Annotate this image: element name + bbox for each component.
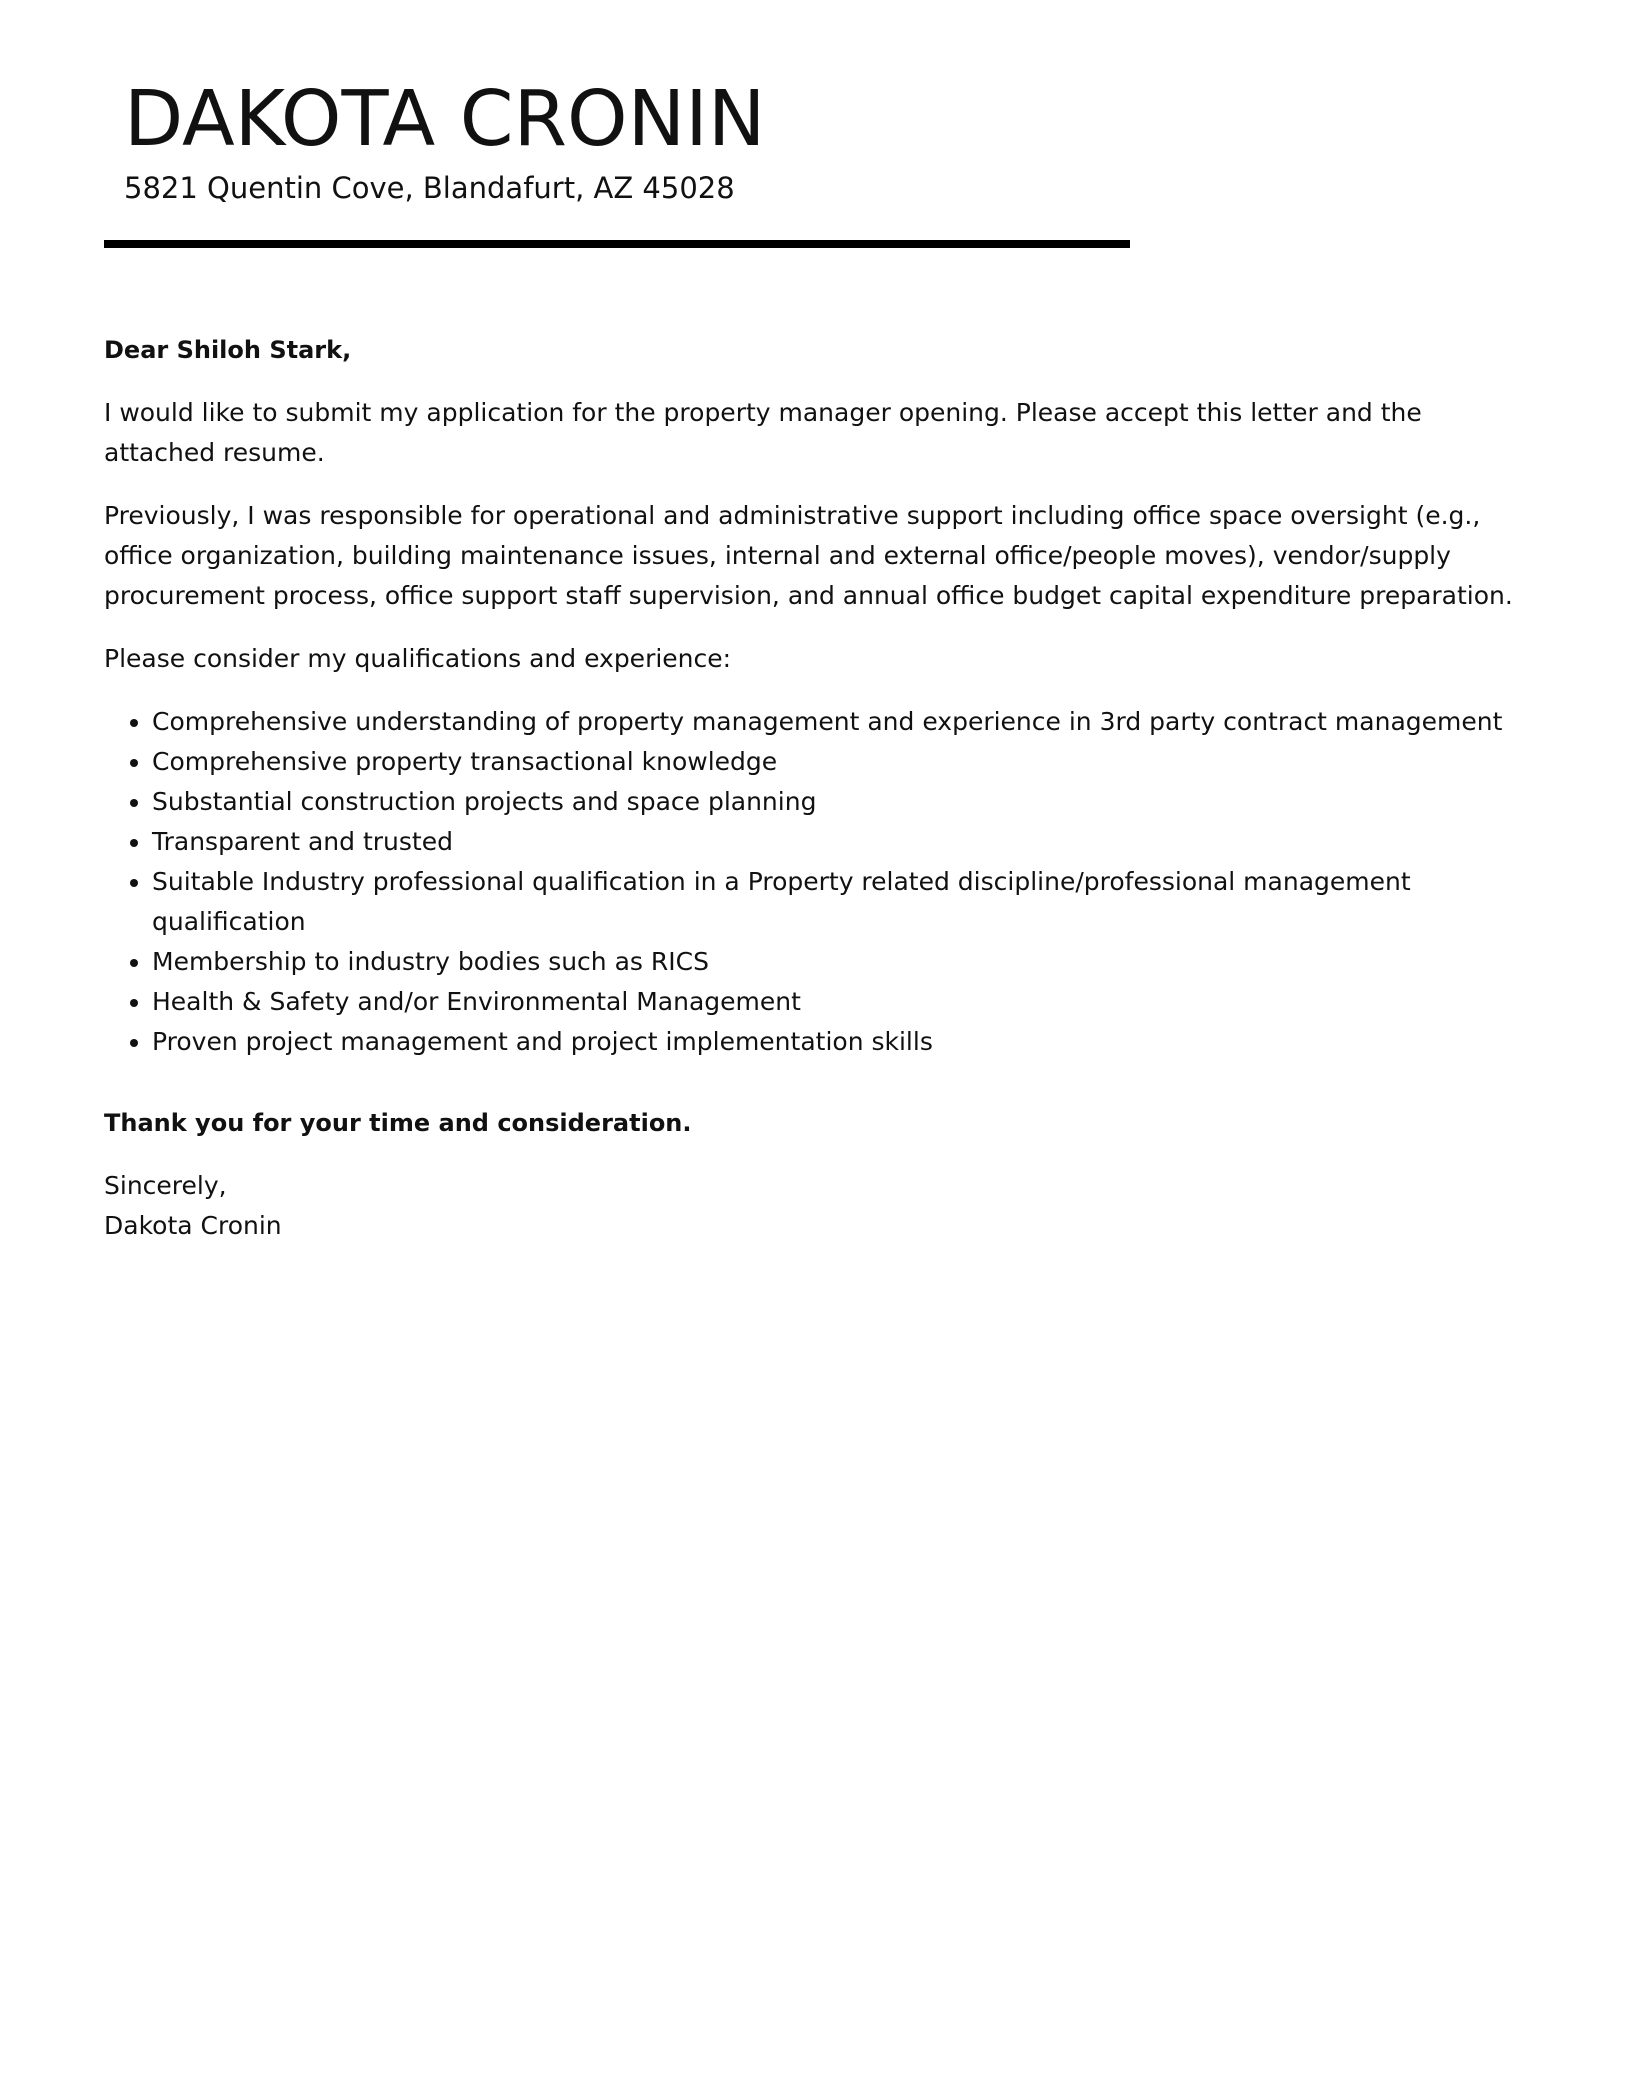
applicant-address: 5821 Quentin Cove, Blandafurt, AZ 45028	[124, 171, 735, 205]
applicant-name: DAKOTA CRONIN	[124, 75, 766, 164]
qualifications-intro: Please consider my qualifications and experience:	[104, 644, 732, 673]
list-item: • Membership to industry bodies such as RICS	[152, 942, 1528, 982]
thank-you-line: Thank you for your time and consideration.	[104, 1109, 692, 1137]
list-item: • Proven project management and project implementation skills	[152, 1022, 1528, 1062]
signature-name: Dakota Cronin	[104, 1211, 282, 1240]
list-item: • Transparent and trusted	[152, 822, 1528, 862]
list-item: • Suitable Industry professional qualification in a Property related discipline/professional management qualification	[152, 862, 1528, 942]
list-item: • Comprehensive property transactional knowledge	[152, 742, 1528, 782]
list-item: • Health & Safety and/or Environmental Management	[152, 982, 1528, 1022]
list-item: • Substantial construction projects and space planning	[152, 782, 1528, 822]
list-item: • Comprehensive understanding of property management and experience in 3rd party contract management	[152, 702, 1528, 742]
salutation: Dear Shiloh Stark,	[104, 336, 352, 364]
intro-paragraph: I would like to submit my application for the property manager opening. Please accept this letter and the attached resume.	[104, 398, 1422, 467]
letter-header	[124, 72, 1124, 208]
letter-body	[104, 330, 1528, 1246]
header-divider	[104, 240, 1130, 248]
qualifications-list	[104, 702, 1528, 1062]
closing: Sincerely,	[104, 1171, 227, 1200]
experience-paragraph: Previously, I was responsible for operational and administrative support including office space oversight (e.g., office organization, building maintenance issues, internal and external office/people moves), vendor/supply procurement process, office support staff supervision, and annual office budget capital expenditure preparation.	[104, 501, 1513, 610]
